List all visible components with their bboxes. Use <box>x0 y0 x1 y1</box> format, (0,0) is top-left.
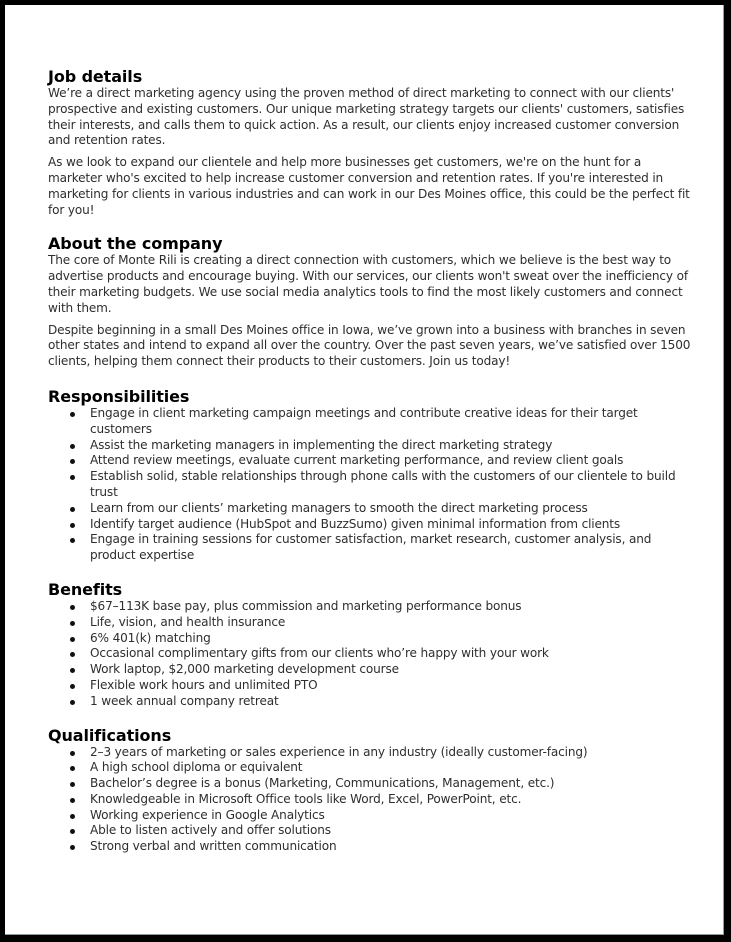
list-item-text: A high school diploma or equivalent <box>90 760 303 775</box>
list-item <box>48 776 693 792</box>
bullet-icon <box>70 523 75 528</box>
list-item <box>48 453 693 469</box>
list-item <box>48 662 693 678</box>
list-item-text: $67–113K base pay, plus commission and marketing performance bonus <box>90 598 522 613</box>
bullet-icon <box>70 798 75 803</box>
benefits-list <box>48 599 693 710</box>
section-heading-benefits: Benefits <box>48 579 123 599</box>
section-heading-job-details: Job details <box>48 67 143 86</box>
list-item-text: Identify target audience (HubSpot and BuzzSumo) given minimal information from clients <box>90 516 621 531</box>
list-item <box>48 823 693 839</box>
bullet-icon <box>70 829 75 834</box>
bullet-icon <box>70 637 75 642</box>
list-item <box>48 615 693 631</box>
bullet-icon <box>70 459 75 464</box>
list-item-text: Knowledgeable in Microsoft Office tools like Word, Excel, PowerPoint, etc. <box>90 791 522 806</box>
bullet-icon <box>70 538 75 543</box>
bullet-icon <box>70 751 75 756</box>
bullet-icon <box>70 845 75 850</box>
about-company-paragraph: The core of Monte Rili is creating a direct connection with customers, which we believe is the best way to advertise products and encourage buying. With our services, our clients won't sweat over the inefficiency of their marketing budgets. We use social media analytics tools to find the most likely customers and connect with them. <box>48 253 688 315</box>
about-company-paragraph: Despite beginning in a small Des Moines office in Iowa, we’ve grown into a business with branches in seven other states and intend to expand all over the country. Over the past seven years, we’ve satisfied over 1500 clients, helping them connect their products to their customers. Join us today! <box>48 322 691 369</box>
list-item-text: Engage in training sessions for customer satisfaction, market research, customer analysis, and product expertise <box>90 532 652 563</box>
list-item <box>48 438 693 454</box>
bullet-icon <box>70 668 75 673</box>
bullet-icon <box>70 684 75 689</box>
section-heading-responsibilities: Responsibilities <box>48 386 190 406</box>
list-item-text: Occasional complimentary gifts from our clients who’re happy with your work <box>90 646 549 661</box>
list-item <box>48 839 693 855</box>
list-item <box>48 599 693 615</box>
list-item-text: Flexible work hours and unlimited PTO <box>90 677 318 692</box>
list-item <box>48 517 693 533</box>
list-item <box>48 501 693 517</box>
bullet-icon <box>70 766 75 771</box>
document-page <box>5 5 724 935</box>
list-item <box>48 469 693 501</box>
list-item <box>48 406 693 438</box>
list-item-text: 1 week annual company retreat <box>90 693 279 708</box>
bullet-icon <box>70 814 75 819</box>
list-item-text: Establish solid, stable relationships through phone calls with the customers of our clientele to build trust <box>90 469 676 499</box>
bullet-icon <box>70 782 75 787</box>
bullet-icon <box>70 412 75 417</box>
list-item-text: Life, vision, and health insurance <box>90 614 286 629</box>
list-item <box>48 808 693 824</box>
bullet-icon <box>70 621 75 626</box>
list-item-text: Work laptop, $2,000 marketing development course <box>90 662 399 677</box>
list-item <box>48 646 693 662</box>
list-item-text: 6% 401(k) matching <box>90 630 211 645</box>
list-item-text: 2–3 years of marketing or sales experience in any industry (ideally customer-facing) <box>90 744 588 759</box>
list-item-text: Strong verbal and written communication <box>90 839 337 854</box>
list-item-text: Assist the marketing managers in implementing the direct marketing strategy <box>90 437 553 452</box>
section-job-details <box>48 67 693 218</box>
list-item-text: Bachelor’s degree is a bonus (Marketing, Communications, Management, etc.) <box>90 776 555 791</box>
job-details-paragraph: We’re a direct marketing agency using the proven method of direct marketing to connect with our clients' prospective and existing customers. Our unique marketing strategy targets our clients' customers, satisfies their interests, and calls them to quick action. As a result, our clients enjoy increased customer conversion and retention rates. <box>48 86 685 148</box>
list-item-text: Attend review meetings, evaluate current marketing performance, and review client goals <box>90 453 624 468</box>
bullet-icon <box>70 444 75 449</box>
bullet-icon <box>70 507 75 512</box>
list-item <box>48 694 693 710</box>
section-benefits <box>48 580 693 710</box>
section-heading-about-company: About the company <box>48 234 223 254</box>
list-item-text: Able to listen actively and offer solutions <box>90 823 331 838</box>
qualifications-list <box>48 745 693 856</box>
list-item-text: Engage in client marketing campaign meetings and contribute creative ideas for their target customers <box>90 405 638 436</box>
bullet-icon <box>70 700 75 705</box>
bullet-icon <box>70 605 75 610</box>
bullet-icon <box>70 652 75 657</box>
list-item <box>48 678 693 694</box>
section-responsibilities <box>48 387 693 564</box>
section-heading-qualifications: Qualifications <box>48 725 172 745</box>
job-details-paragraph: As we look to expand our clientele and help more businesses get customers, we're on the hunt for a marketer who's excited to help increase customer conversion and retention rates. If you're interested in marketing for clients in various industries and can work in our Des Moines office, this could be the perfect fit for you! <box>48 155 690 217</box>
list-item-text: Working experience in Google Analytics <box>90 807 325 822</box>
list-item-text: Learn from our clients’ marketing managers to smooth the direct marketing process <box>90 500 588 515</box>
section-qualifications <box>48 726 693 856</box>
responsibilities-list <box>48 406 693 564</box>
document-content <box>48 67 693 870</box>
list-item <box>48 792 693 808</box>
list-item <box>48 532 693 564</box>
list-item <box>48 631 693 647</box>
section-about-company <box>48 234 693 370</box>
bullet-icon <box>70 475 75 480</box>
list-item <box>48 745 693 761</box>
list-item <box>48 760 693 776</box>
